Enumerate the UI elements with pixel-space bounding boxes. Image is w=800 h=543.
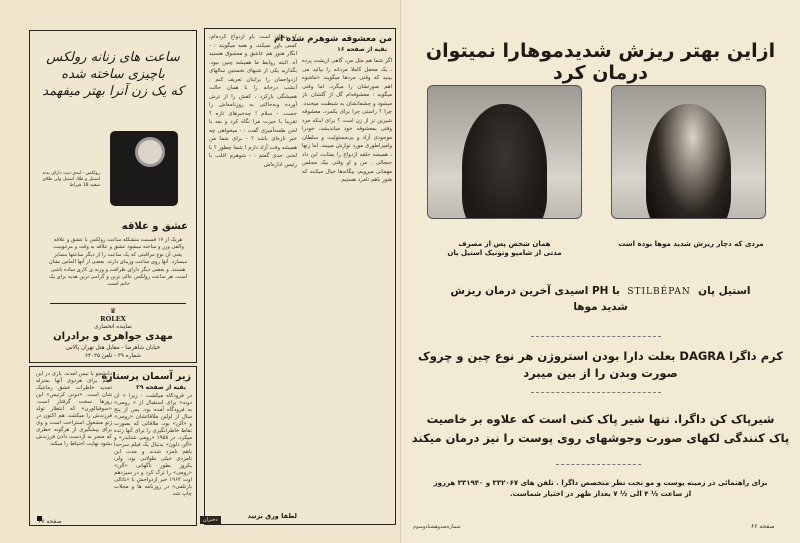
after-photo [427, 85, 582, 219]
watch-caption: رولکس - لیدی دیت دارای بدنه استیل و طلا، استیل ولی طلای سفید 18 قیراط [42, 171, 100, 188]
issue-number: شماره‌صدوهشتادوسوم [413, 524, 461, 530]
rolex-headline-1: ساعت های زنانه رولکس [46, 50, 180, 65]
agent-label: نماینده انحصاری [94, 324, 132, 330]
contact-line-2: از ساعت ½ ۴ الی ½ ۷ بعداز ظهر در اختیار شماست. [509, 490, 692, 498]
love-continued: بقیه از صفحه ۱۶ [337, 46, 387, 53]
right-page-number: صفحه ۶۶ [751, 523, 775, 530]
contact-line-1: برای راهنمائی در زمینه پوست و مو تحت نظر متخصص داگرا . تلفن های ۳۳۲۰۶۷ و ۳۳۱۹۴۰ هرروز [433, 479, 768, 487]
love-column-2: که دهیان است باو ازدواج کرده‌ام، کسی باور نمیکند، و همه میگویند : - انگار هنوز هم عاشق و معشوق هستید آه. البته روابط ما همیشه چنین نبود. بگذارید یکی از شبهای نخستین سالهای ازدواجمان را برایتان تعریف کنم : آنشب درخانه را با همان حالت همیشگی بازکرد ، کفش را از ترش آورده وبه‌حالتی به روزنامه‌اش را جست. - سلام ! چه‌خبرهای تازه ؟ تقریبا با حیرت مرا نگاه کرد و بعد با لحن طعنه‌آمیزی گفت : - میخواهی چه خبر تازه‌ای باشد ؟ - برای شما من همیشه وقت آزاد دارم ! شما چطور ؟ با لحنی جدی گفتم : - شوهرم اغلب با رئیس اداره‌اش [209, 34, 297, 168]
stars-article [29, 366, 197, 526]
before-caption: مردی که دچار ریزش شدید موها بوده است [618, 240, 764, 248]
rolex-headline-3: که یک زن آنرا بهتر میفهمد [42, 84, 184, 99]
divider [531, 392, 661, 393]
stars-column-1: در فرودگاه میگشت : زیرا « آن دونه» برای استقبال از « رومی» به فرودگاه آمده بود. پس از پنج سال از اولین ملاقاتشان «رومی» و «آلن» بود، ملاقاتی که بصورت نقاط خاطرانگیزی را برای آنها زنده میکرد. در ۱۹۵۸ «رومی شنایدر» و «آلن دلون» بدنبال یک فیلم سرحدا باهم نامزد شدند و مدت این نامزدی خیلی طولانی بود، ولی یکروز بطور ناگهانی «آلن» «رومی» را ترک کرد و در سیزدهم اوت ۱۹۶۴ خبر ازدواجش با «ناتالی بارتلمی» در روزنامه ها و مجلات چاپ شد. [114, 393, 192, 497]
divider [556, 464, 641, 465]
turn-page-note: لطفا ورق بزنید [247, 512, 297, 520]
rolex-ad-body [29, 30, 197, 363]
love-column-1: اگر شما هم مثل من، گاهی ازیشت پرده ، یک محفل کاملا مردانه را بپائید می بینید که وقتی مردها میگویند «ماشوه اهم صورتشان را میگرد، اما وقتی میگوید : معشوقه‌ام گل از گلشان باز میشود و چشمانشان به شیطنت میخندد. چرا ؟ راستی چرا برای یکمرد، معشوقه شیرین تر از زن است ؟ برای اینکه مرد وقتی بمعشوقه خود میاندیشد، خودرا موجودی آزاد و بی‌مسئولیت و سلطان وامپراطوری مورد نوازش میبیند. اما زنها ، همیشه حلقه ازدواج را بمثابت این داد جنجالی . من و او وقتی بیک مجلس مهمانی میرویم، بیگانه‌ها خیال میکنند که هنوز باهم نامزد هستیم. [302, 58, 392, 183]
rolex-body-text: هریک از ۱۷ قسمت متشکله ساعت رولکس با عشق و علاقه والفی ورز و ساخته میشود عشق و علاقه به وقت و مرغوبیت. یعنی آن نوع مراقبتی که یک ساعت را از دیگر ساعتها متمایز میسازد. آنها روی ساعت وزیبای دارند. بعضی از آنها الماس نشان هستند. و بعضی دیگر دارای ظرافت و وزنه ی کاری ساده باشی است. هر ساعت رولکس عالی ترین و گرامی ترین هدیه برای یک خانم است. [48, 237, 188, 288]
hair-ad-headline: ازاین بهتر ریزش شدیدموهارا نمیتوان درمان کرد [425, 40, 776, 84]
stars-column-2: دانشجو با نیس آمدند، بازی در این فیلم برای هردوی آنها بمنزله تجدید خاطرات عشق رمانتیک شان است. «دونی کرتیس» این روزها سخت گرفتار است. «سوفیالورن» که انتظار تولد فرزندش را میکشد، هم اکنون در ژنو مشغول استراحت است و وی برای پیشگیری از هرگونه خطری که منجر به ازدست دادن فرزندش بشود نهایت احتیاط را میکند. [36, 371, 112, 447]
dagra-milk-text [407, 410, 794, 448]
stars-title: زیر آسمان پرستاره [101, 371, 191, 382]
dagra-milk-line-2: پاک کنندگی لکهای صورت وجوشهای روی پوست را نیز درمان میکند [411, 431, 790, 445]
rolex-headline-2: باچیزی ساخته شده [61, 67, 165, 82]
stars-continued: بقیه از صفحه ۲۹ [136, 384, 186, 391]
after-caption [427, 240, 582, 258]
dealer-phone: شماره ۳۹ - تلفن ۶۴۰۲۵ [85, 353, 141, 359]
crown-icon: ♛ [109, 307, 117, 315]
love-article [204, 28, 396, 525]
stilbepan-suffix: با PH اسیدی آخرین درمان ریزش [450, 285, 620, 297]
dagra-cream-line-1: کرم داگرا DAGRA بعلت دارا بودن استروژن هر نوع چین و چروک [418, 349, 783, 363]
dagra-cream-text [409, 348, 792, 382]
left-footer-tag: دختران [200, 516, 221, 524]
right-page [400, 0, 800, 543]
dagra-milk-line-1: شیرپاک کن داگرا. تنها شیر پاک کنی است که علاوه بر خاصیت [426, 412, 775, 426]
dealer-address: خیابان شاهرضا - مقابل هتل تهران پالاس [65, 345, 161, 351]
rolex-brand: ROLEX [100, 315, 126, 323]
rolex-watch-image [110, 131, 178, 206]
dagra-cream-line-2: صورت وبدن را از بین میبرد [523, 366, 678, 380]
left-page-number: صفحه ۶۷ [38, 518, 62, 525]
after-caption-line-2: مدتی از شامپو وتونیک استیل پان [447, 249, 562, 257]
dealer-name: مهدی جواهری و برادران [53, 331, 173, 342]
stilbepan-line-2: شدید موها [573, 301, 628, 313]
stilbepan-brand: STILBÉPAN [627, 287, 691, 297]
before-photo [611, 85, 766, 219]
contact-text [407, 478, 794, 500]
rolex-section-title: عشق و علاقه [121, 221, 188, 232]
love-title: من معشوقه شوهرم شده ام [273, 34, 392, 44]
after-caption-line-1: همان شخص پس از مصرف [458, 240, 551, 248]
divider [531, 336, 661, 337]
stilbepan-prefix: استیل پان [698, 285, 751, 297]
stilbepan-text [411, 284, 790, 315]
